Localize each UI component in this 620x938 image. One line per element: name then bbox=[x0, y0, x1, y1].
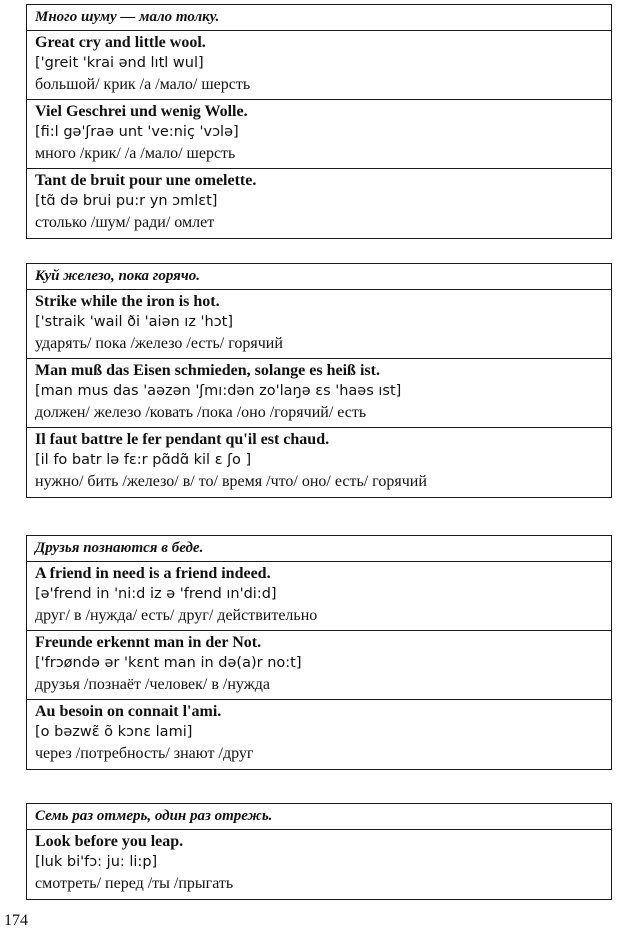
gloss: друг/ в /нужда/ есть/ друг/ действительно bbox=[35, 607, 318, 624]
translation-entry-english bbox=[27, 31, 611, 100]
gloss: много /крик/ /а /мало/ шерсть bbox=[35, 145, 236, 162]
transcription: [o bəzwɛ̃ õ kɔnɛ lami] bbox=[35, 724, 193, 740]
proverb-title: Семь раз отмерь, один раз отрежь. bbox=[27, 804, 611, 830]
gloss: большой/ крик /а /мало/ шерсть bbox=[35, 76, 251, 93]
transcription: ['greit 'krai ənd lıtl wul] bbox=[35, 55, 204, 71]
transcription: [man mus das 'aəzən 'ʃmı:dən zo'laŋə ɛs 'haəs ıst] bbox=[35, 383, 402, 399]
gloss: смотреть/ перед /ты /прыгать bbox=[35, 875, 234, 892]
phrase: A friend in need is a friend indeed. bbox=[35, 565, 271, 582]
gloss: столько /шум/ ради/ омлет bbox=[35, 214, 215, 231]
gloss: друзья /познаёт /человек/ в /нужда bbox=[35, 676, 270, 693]
translation-entry-english bbox=[27, 830, 611, 899]
proverb-block-1 bbox=[26, 4, 612, 239]
translation-entry-german bbox=[27, 100, 611, 169]
page-number: 174 bbox=[4, 912, 28, 929]
proverb-block-4 bbox=[26, 803, 612, 900]
translation-entry-german bbox=[27, 631, 611, 700]
transcription: [luk bi'fɔ: ju: li:p] bbox=[35, 854, 158, 870]
translation-entry-french bbox=[27, 428, 611, 497]
transcription: [tɑ̃ də brui pu:r yn ɔmlɛt] bbox=[35, 193, 218, 209]
phrase: Freunde erkennt man in der Not. bbox=[35, 634, 262, 651]
phrase: Man muß das Eisen schmieden, solange es heiß ist. bbox=[35, 362, 380, 379]
transcription: [ə'frend in 'ni:d iz ə 'frend ın'di:d] bbox=[35, 586, 277, 602]
proverb-title: Много шуму — мало толку. bbox=[27, 5, 611, 31]
translation-entry-french bbox=[27, 169, 611, 238]
translation-entry-french bbox=[27, 700, 611, 769]
proverb-title: Куй железо, пока горячо. bbox=[27, 264, 611, 290]
proverb-block-2 bbox=[26, 263, 612, 498]
phrase: Tant de bruit pour une omelette. bbox=[35, 172, 257, 189]
translation-entry-german bbox=[27, 359, 611, 428]
phrase: Il faut battre le fer pendant qu'il est chaud. bbox=[35, 431, 330, 448]
translation-entry-english bbox=[27, 562, 611, 631]
phrase: Look before you leap. bbox=[35, 833, 184, 850]
transcription: [fi:l gə'ʃraə unt 've:niç 'vɔlə] bbox=[35, 124, 239, 140]
proverb-title: Друзья познаются в беде. bbox=[27, 536, 611, 562]
gloss: должен/ железо /ковать /пока /оно /горячий/ есть bbox=[35, 404, 367, 421]
gloss: через /потребность/ знают /друг bbox=[35, 745, 254, 762]
phrase: Au besoin on connait l'ami. bbox=[35, 703, 222, 720]
proverb-block-3 bbox=[26, 535, 612, 770]
phrase: Viel Geschrei und wenig Wolle. bbox=[35, 103, 248, 120]
gloss: ударять/ пока /железо /есть/ горячий bbox=[35, 335, 283, 352]
gloss: нужно/ бить /железо/ в/ то/ время /что/ оно/ есть/ горячий bbox=[35, 473, 427, 490]
transcription: ['straik 'wail ði 'aiən ız 'hɔt] bbox=[35, 314, 234, 330]
transcription: ['frɔøndə ər 'kɛnt man in də(a)r no:t] bbox=[35, 655, 302, 671]
translation-entry-english bbox=[27, 290, 611, 359]
phrase: Strike while the iron is hot. bbox=[35, 293, 220, 310]
transcription: [il fo batr lə fɛ:r pɑ̃dɑ̃ kil ɛ ʃo ] bbox=[35, 452, 252, 468]
phrase: Great cry and little wool. bbox=[35, 34, 206, 51]
